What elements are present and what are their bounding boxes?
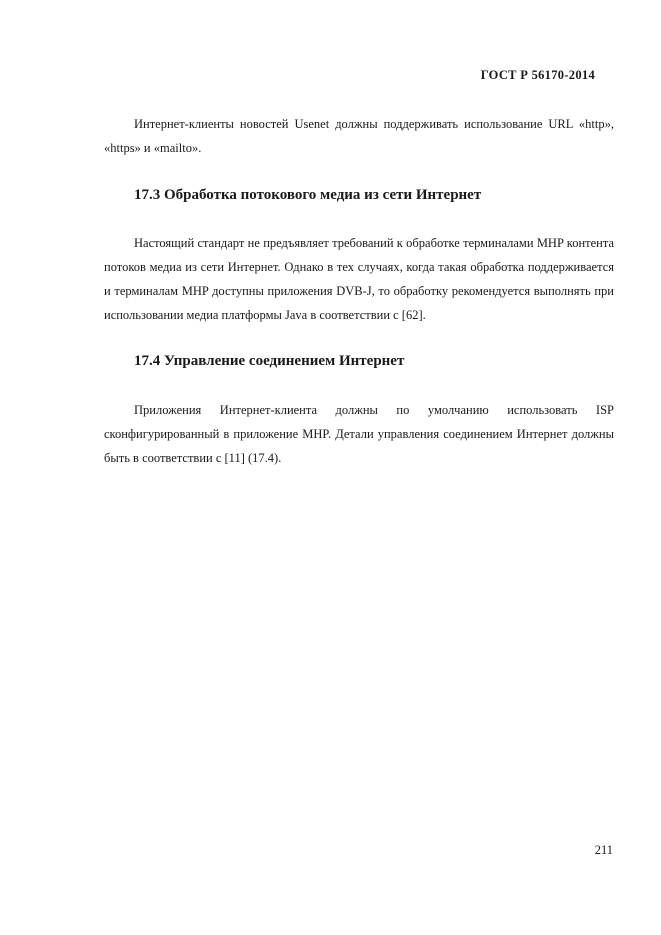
- page-number: 211: [594, 843, 613, 857]
- paragraph-usenet: Интернет-клиенты новостей Usenet должны поддерживать использование URL «http», «https» и «mailto».: [104, 117, 614, 155]
- document-standard-id: ГОСТ Р 56170-2014: [480, 68, 595, 82]
- paragraph-connection-management: Приложения Интернет-клиента должны по умолчанию использовать ISP сконфигурированный в приложение MHP. Детали управления соединением Интернет должны быть в соответствии с [11] (17.4).: [104, 403, 614, 465]
- paragraph-streaming-media: Настоящий стандарт не предъявляет требований к обработке терминалами MHP контента потоков медиа из сети Интернет. Однако в тех случаях, когда такая обработка поддерживается и терминалам MHP доступны приложения DVB-J, то обработку рекомендуется выполнять при использовании медиа платформы Java в соответствии с [62].: [104, 236, 614, 322]
- section-heading-17-3: 17.3 Обработка потокового медиа из сети Интернет: [134, 187, 482, 203]
- section-heading-17-4: 17.4 Управление соединением Интернет: [134, 353, 405, 369]
